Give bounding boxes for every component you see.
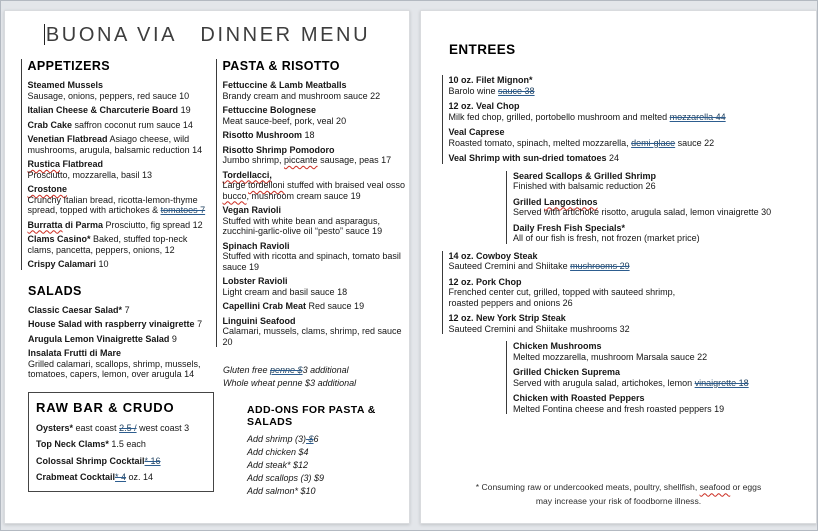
menu-text: 7: [122, 304, 130, 315]
menu-item: [513, 393, 806, 414]
menu-text: Oysters*: [36, 422, 74, 433]
footer-note: [421, 481, 816, 508]
misspelled-word: bucco: [222, 190, 247, 201]
menu-page-left[interactable]: [4, 10, 410, 524]
menu-item-line: [28, 220, 215, 231]
menu-text: 19: [178, 105, 191, 116]
deleted-text: * 16: [144, 455, 161, 466]
menu-text: Steamed Mussels: [27, 80, 104, 90]
menu-item: [513, 171, 806, 192]
menu-item: [36, 472, 206, 483]
menu-item-line: [449, 298, 807, 309]
section-heading-raw-bar: RAW BAR & CRUDO: [36, 399, 175, 415]
menu-item-line: [28, 305, 214, 316]
section-raw-bar: [28, 392, 214, 492]
menu-item-line: [449, 138, 807, 149]
menu-item: [36, 423, 206, 434]
menu-item-line: [28, 80, 215, 91]
menu-text: Seared Scallops & Grilled Shrimp: [513, 170, 657, 181]
menu-item: [28, 305, 214, 316]
menu-item-line: [28, 184, 215, 195]
menu-item: [223, 276, 410, 297]
menu-item-line: [247, 434, 409, 445]
menu-item-line: [449, 287, 807, 298]
deleted-text: * 4: [115, 472, 127, 483]
menu-item: [449, 101, 807, 122]
section-heading-entrees: ENTREES: [449, 42, 516, 57]
menu-text: Served with artichoke risotto, arugula salad, lemon vinaigrette 30: [513, 207, 772, 218]
menu-item: [247, 447, 409, 458]
menu-text: Red sauce 19: [306, 301, 365, 312]
menu-item: [247, 486, 409, 497]
menu-text: Jumbo shrimp,: [222, 155, 285, 166]
menu-item: [28, 319, 214, 330]
column-appetizers-salads: [28, 59, 214, 499]
menu-item: [28, 259, 215, 270]
menu-item: [513, 367, 806, 388]
menu-item: [513, 341, 806, 362]
menu-text: Top Neck Clams*: [36, 439, 109, 450]
menu-text: * Consuming raw or undercooked meats, poultry, shellfish,: [475, 482, 700, 493]
menu-text: 7: [194, 319, 203, 330]
deleted-text: demi-glace: [631, 137, 676, 148]
addons-items: [247, 434, 409, 497]
menu-text: roasted peppers and onions 26: [448, 297, 573, 308]
menu-text: Vegan Ravioli: [222, 205, 282, 216]
menu-text: west coast 3: [136, 422, 190, 433]
menu-item-line: [28, 359, 214, 380]
menu-item-line: [223, 105, 410, 116]
salads-items: [28, 305, 214, 380]
deleted-text: mushrooms 29: [570, 261, 630, 272]
menu-item-line: [449, 324, 807, 335]
menu-title: [5, 24, 409, 47]
menu-item: [36, 439, 206, 450]
menu-item: [421, 481, 816, 508]
menu-item-line: [223, 378, 409, 389]
menu-item: [36, 456, 206, 467]
menu-text: Prosciutto, mozzarella, basil 13: [27, 169, 153, 180]
menu-item-line: [247, 447, 409, 458]
entrees-groups: [449, 75, 806, 414]
menu-item-line: [223, 251, 410, 272]
menu-text: Stuffed with ricotta and spinach, tomato basil sauce 19: [222, 251, 401, 272]
menu-text: Crunchy Italian bread, ricotta-lemon-thyme spread, topped with artichokes &: [27, 194, 198, 216]
menu-item-line: [28, 134, 215, 155]
menu-item-line: [449, 261, 807, 272]
menu-text: Capellini Crab Meat: [222, 301, 307, 312]
menu-text: Whole wheat penne $3 additional: [223, 377, 357, 388]
menu-text: 10: [96, 259, 109, 270]
menu-item-line: [513, 367, 806, 378]
menu-text: House Salad with raspberry vinaigrette: [28, 319, 195, 330]
menu-item-line: [28, 334, 214, 345]
entree-group: [506, 341, 806, 414]
menu-item-line: [223, 170, 410, 181]
menu-text: Grilled Chicken Suprema: [513, 367, 621, 378]
menu-item-line: [28, 319, 214, 330]
menu-item-line: [28, 159, 215, 170]
menu-text: Chicken Mushrooms: [513, 341, 602, 352]
menu-item: [247, 473, 409, 484]
menu-text: 24: [606, 153, 620, 164]
menu-item: [449, 251, 807, 272]
menu-text: 6: [313, 434, 319, 445]
menu-text: Crispy Calamari: [27, 259, 97, 270]
menu-text: Frenched center cut, grilled, topped with sauteed shrimp,: [448, 287, 676, 298]
menu-item-line: [449, 112, 807, 123]
column-pasta: [223, 59, 409, 499]
menu-text: Calamari, mussels, clams, shrimp, red sauce 20: [222, 326, 402, 347]
menu-item-line: [223, 155, 410, 166]
menu-item-line: [28, 170, 215, 181]
menu-text: sauce 22: [675, 137, 715, 148]
menu-text: Add salmon* $10: [247, 486, 316, 497]
menu-item-line: [223, 241, 410, 252]
deleted-text: $: [306, 434, 314, 445]
menu-text: Colossal Shrimp Cocktail: [36, 455, 145, 466]
deleted-text: vinaigrette 18: [694, 377, 749, 388]
menu-item-line: [513, 171, 806, 182]
menu-item: [223, 241, 410, 273]
menu-item-line: [223, 326, 410, 347]
misspelled-word: Crostone: [27, 184, 68, 195]
menu-text: Grilled: [513, 196, 545, 207]
menu-item: [247, 434, 409, 445]
menu-item-line: [223, 180, 410, 201]
pasta-notes: [223, 365, 409, 388]
section-heading-pasta: PASTA & RISOTTO: [222, 59, 340, 73]
menu-text: Add scallops (3) $9: [247, 473, 325, 484]
menu-item-line: [513, 341, 806, 352]
menu-text: Large: [222, 180, 249, 191]
deleted-text: mozzarella 44: [669, 111, 726, 122]
menu-text: Add chicken $4: [247, 447, 309, 458]
menu-item-line: [223, 216, 410, 237]
menu-text: Venetian Flatbread: [27, 134, 108, 145]
menu-item-line: [449, 313, 807, 324]
misspelled-word: Rustica: [27, 159, 61, 170]
menu-item-line: [223, 80, 410, 91]
misspelled-word: tordelloni: [248, 180, 285, 191]
menu-item-line: [449, 101, 807, 112]
menu-text: Add shrimp (3): [247, 434, 307, 445]
misspelled-word: seafood: [699, 482, 731, 493]
menu-text: Sauteed Cremini and Shiitake mushrooms 32: [448, 323, 630, 334]
menu-item-line: [28, 234, 215, 255]
menu-item-line: [513, 378, 806, 389]
menu-text: stuffed with braised veal osso: [284, 180, 405, 191]
menu-text: saffron coconut rum sauce 14: [72, 119, 193, 130]
menu-item-line: [513, 352, 806, 363]
menu-text: Finished with balsamic reduction 26: [513, 181, 656, 192]
menu-item-line: [449, 251, 807, 262]
menu-item-line: [28, 195, 215, 216]
menu-item-line: [247, 460, 409, 471]
section-heading-addons: ADD-ONS FOR PASTA & SALADS: [247, 404, 376, 429]
menu-text: Crab Cake: [27, 119, 73, 130]
menu-item-line: [223, 287, 410, 298]
menu-title-text: BUONA VIA DINNER MENU: [45, 24, 371, 46]
section-salads: [28, 284, 214, 380]
menu-item: [449, 313, 807, 334]
menu-text: Gluten free: [223, 365, 271, 376]
deleted-text: 2.5 /: [119, 422, 137, 433]
menu-item: [449, 153, 807, 164]
menu-item: [28, 105, 215, 116]
misspelled-word: piccante: [284, 155, 318, 166]
appetizers-items: [28, 80, 215, 270]
menu-text: Sausage, onions, peppers, red sauce 10: [27, 90, 190, 101]
menu-item-line: [223, 130, 410, 141]
menu-item: [28, 348, 214, 380]
menu-item: [247, 460, 409, 471]
menu-item: [28, 234, 215, 255]
menu-text: 14 oz. Cowboy Steak: [448, 250, 538, 261]
menu-text: Baked, stuffed top-neck clams, pancetta, peppers, onions, 12: [27, 234, 188, 255]
menu-item-line: [223, 205, 410, 216]
menu-item: [223, 105, 410, 126]
menu-item: [223, 365, 409, 376]
menu-text: oz. 14: [126, 472, 154, 483]
entree-group: [442, 251, 807, 335]
menu-item: [513, 223, 806, 244]
menu-item-line: [223, 145, 410, 156]
menu-text: Linguini Seafood: [222, 315, 296, 326]
menu-item-line: [28, 105, 215, 116]
text-cursor: [44, 24, 45, 45]
menu-item-line: [513, 223, 806, 234]
menu-item: [513, 197, 806, 218]
menu-text: Classic Caesar Salad*: [28, 304, 123, 315]
menu-text: 12 oz. Veal Chop: [448, 101, 520, 112]
deleted-text: tomatoes 7: [160, 205, 206, 216]
left-page-columns: [5, 59, 409, 499]
menu-text: 18: [302, 130, 315, 141]
menu-text: Stuffed with white bean and asparagus, zucchini-garlic-olive oil “pesto” sauce 19: [222, 215, 383, 237]
menu-text: Prosciutto, fig spread 12: [103, 219, 203, 230]
menu-item: [449, 75, 807, 96]
menu-item-line: [513, 207, 806, 218]
menu-text: Chicken with Roasted Peppers: [513, 393, 645, 404]
menu-text: 9: [169, 333, 177, 344]
menu-text: di Parma: [62, 219, 104, 230]
menu-text: Milk fed chop, grilled, portobello mushroom and melted: [448, 111, 670, 122]
menu-item: [223, 170, 410, 202]
menu-text: Fettuccine Bolognese: [222, 105, 317, 116]
menu-item-line: [513, 393, 806, 404]
menu-item: [223, 378, 409, 389]
menu-item-line: [28, 91, 215, 102]
menu-text: Meat sauce-beef, pork, veal 20: [222, 115, 347, 126]
raw-bar-items: [36, 423, 206, 483]
menu-item-line: [513, 197, 806, 208]
section-heading-salads: SALADS: [28, 283, 82, 298]
menu-item-line: [421, 481, 816, 494]
menu-text: All of our fish is fresh, not frozen (market price): [513, 233, 700, 244]
section-pasta: [216, 59, 410, 347]
menu-item-line: [449, 75, 807, 86]
menu-text: 10 oz. Filet Mignon*: [448, 75, 533, 85]
menu-text: Italian Cheese & Charcuterie Board: [27, 105, 179, 116]
menu-text: Melted Fontina cheese and fresh roasted peppers 19: [513, 403, 725, 414]
menu-text: east coast: [73, 422, 120, 433]
menu-text: may increase your risk of foodborne illness.: [535, 495, 702, 506]
menu-item-line: [247, 486, 409, 497]
menu-item-line: [28, 348, 214, 359]
menu-text: 12 oz. New York Strip Steak: [448, 313, 566, 324]
menu-text: Melted mozzarella, mushroom Marsala sauce 22: [513, 351, 708, 362]
menu-text: Veal Shrimp with sun-dried tomatoes: [448, 153, 607, 164]
menu-text: sausage, peas 17: [317, 155, 392, 166]
menu-item: [28, 159, 215, 180]
entree-group: [442, 75, 807, 164]
menu-item: [223, 145, 410, 166]
menu-text: Clams Casino*: [27, 234, 91, 245]
menu-text: Risotto Shrimp Pomodoro: [222, 144, 335, 155]
menu-text: Grilled calamari, scallops, shrimp, mussels, tomatoes, capers, lemon, over arugula 14: [28, 358, 201, 380]
menu-item: [223, 130, 410, 141]
menu-item-line: [449, 153, 807, 164]
menu-item-line: [223, 91, 410, 102]
menu-item-line: [247, 473, 409, 484]
menu-item: [223, 301, 410, 312]
menu-text: , mushroom cream sauce 19: [246, 190, 361, 201]
menu-item-line: [223, 301, 410, 312]
deleted-text: sauce 38: [498, 85, 535, 96]
pasta-items: [223, 80, 410, 347]
menu-text: Spinach Ravioli: [222, 240, 290, 251]
menu-item-line: [36, 423, 206, 434]
menu-item-line: [28, 120, 215, 131]
menu-text: Daily Fresh Fish Specials*: [513, 222, 626, 233]
menu-item-line: [449, 127, 807, 138]
menu-item-line: [449, 277, 807, 288]
menu-text: Barolo wine: [448, 85, 499, 96]
menu-item: [28, 120, 215, 131]
menu-text: 12 oz. Pork Chop: [448, 276, 522, 287]
menu-item-line: [223, 116, 410, 127]
menu-item: [28, 334, 214, 345]
menu-text: Brandy cream and mushroom sauce 22: [222, 90, 381, 101]
section-heading-appetizers: APPETIZERS: [27, 59, 110, 73]
menu-text: 1.5 each: [108, 439, 146, 450]
menu-item-line: [513, 181, 806, 192]
menu-text: Roasted tomato, spinach, melted mozzarella,: [448, 137, 632, 148]
menu-text: or eggs: [730, 482, 762, 493]
menu-item: [223, 316, 410, 348]
menu-text: Served with arugula salad, artichokes, lemon: [513, 377, 695, 388]
menu-text: Insalata Frutti di Mare: [28, 348, 122, 359]
menu-item: [28, 184, 215, 216]
menu-text: Add steak* $12: [247, 460, 309, 471]
menu-item: [28, 80, 215, 101]
menu-item-line: [513, 404, 806, 415]
menu-item-line: [449, 86, 807, 97]
menu-text: Risotto Mushroom: [222, 130, 302, 141]
menu-text: Light cream and basil sauce 18: [222, 286, 348, 297]
menu-item: [28, 220, 215, 231]
misspelled-word: Tordellacci,: [222, 169, 272, 180]
menu-item: [449, 277, 807, 309]
menu-item-line: [36, 456, 206, 467]
menu-item-line: [28, 259, 215, 270]
menu-item-line: [223, 365, 409, 376]
menu-item: [449, 127, 807, 148]
menu-text: Flatbread: [60, 159, 104, 170]
section-addons: [247, 404, 409, 497]
menu-item: [223, 80, 410, 101]
menu-text: Lobster Ravioli: [222, 276, 288, 287]
menu-item-line: [223, 276, 410, 287]
menu-text: Arugula Lemon Vinaigrette Salad: [28, 333, 170, 344]
entree-group: [506, 171, 806, 244]
menu-item-line: [36, 472, 206, 483]
section-entrees: [421, 11, 816, 414]
menu-item: [223, 205, 410, 237]
menu-item-line: [223, 316, 410, 327]
menu-text: Veal Caprese: [448, 127, 505, 138]
menu-item-line: [513, 233, 806, 244]
menu-item: [28, 134, 215, 155]
misspelled-word: Langostinos: [544, 196, 598, 207]
menu-text: Fettuccine & Lamb Meatballs: [222, 80, 347, 90]
menu-item-line: [421, 495, 816, 508]
menu-item-line: [36, 439, 206, 450]
menu-text: 3 additional: [302, 365, 349, 376]
misspelled-word: Burratta: [27, 219, 63, 230]
deleted-text: penne $: [270, 365, 303, 376]
menu-text: Crabmeat Cocktail: [36, 472, 116, 483]
menu-text: Sauteed Cremini and Shiitake: [448, 261, 571, 272]
menu-text: Asiago cheese, wild mushrooms, arugula, balsamic reduction 14: [27, 134, 203, 155]
section-appetizers: [21, 59, 215, 270]
menu-page-right[interactable]: [420, 10, 817, 524]
